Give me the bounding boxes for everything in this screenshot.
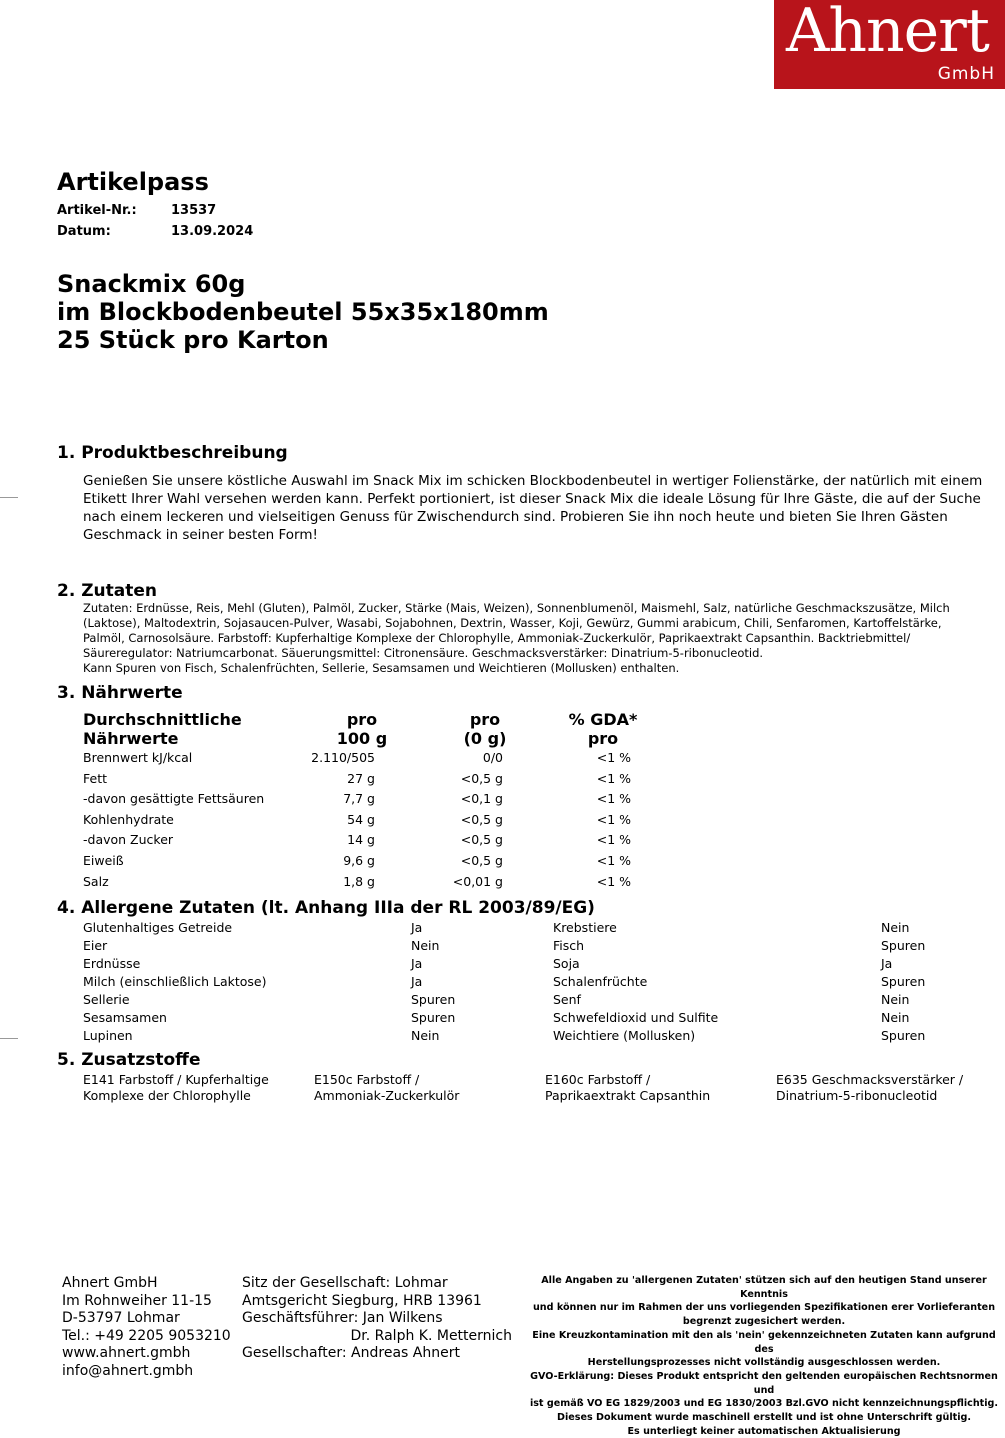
- table-cell: Sellerie: [83, 992, 130, 1007]
- table-row: [83, 812, 643, 833]
- table-cell: <0,5 g: [460, 832, 503, 848]
- table-cell: <1 %: [596, 791, 631, 807]
- header-cell: pro (0 g): [463, 710, 507, 748]
- table-cell: Milch (einschließlich Laktose): [83, 974, 267, 989]
- table-cell: Kohlenhydrate: [83, 811, 174, 827]
- article-value: 13537: [171, 203, 217, 218]
- header-cell: % GDA* pro: [568, 710, 638, 748]
- table-cell: Spuren: [881, 974, 926, 989]
- table-cell: <1 %: [596, 852, 631, 868]
- legal-court: Amtsgericht Siegburg, HRB 13961: [242, 1292, 482, 1309]
- ingredients-text: [83, 601, 963, 676]
- legal-seat: Sitz der Gesellschaft: Lohmar: [242, 1275, 448, 1291]
- ingredients-list: Zutaten: Erdnüsse, Reis, Mehl (Gluten), Palmöl, Zucker, Stärke (Mais, Weizen), Sonnenblumenöl, Maismehl, Salz, natürliche Geschmackszusätze, Milch (Laktose), Maltodextrin, Sojasaucen-Pulver, Wasabi, Sojabohnen, Dextrin, Wasser, Koji, Gewürz, Gummi arabicum, Chili, Senfaromen, Kartoffelstärke, Palmöl, Carnosolsäure. Farbstoff: Kupferhaltige Komplexe der Chlorophylle, Ammoniak-Zuckerkulör, Paprikaextrakt Capsanthin. Backtriebmittel/ Säureregulator: Natriumcarbonat. Säuerungsmittel: Citronensäure. Geschmacksverstärker: Dinatrium-5-ribonucleotid.: [83, 601, 950, 660]
- table-cell: Erdnüsse: [83, 956, 141, 971]
- table-cell: Eiweiß: [83, 852, 124, 868]
- margin-mark: [0, 497, 18, 498]
- product-line: 25 Stück pro Karton: [57, 326, 329, 354]
- document-date: [57, 224, 253, 239]
- table-cell: Glutenhaltiges Getreide: [83, 920, 233, 935]
- table-cell: 2.110/505: [311, 750, 375, 765]
- company-website: www.ahnert.gmbh: [62, 1345, 191, 1361]
- footer-disclaimer: Alle Angaben zu 'allergenen Zutaten' stützen sich auf den heutigen Stand unserer Kenntnis und können nur im Rahmen der uns vorliegenden Spezifikationen erer Vorlieferanten begrenzt zugesichert werden. Eine Kreuzkontamination mit den als 'nein' gekennzeichneten Zutaten kann aufgrund des Herstellungsprozesses nicht vollständig ausgeschlossen werden. GVO-Erklärung: Dieses Produkt entspricht den geltenden europäischen Rechtsnormen und ist gemäß VO EG 1829/2003 und EG 1830/2003 Bzl.GVO nicht kennzeichnungspflichtig. Dieses Dokument wurde maschinell erstellt und ist ohne Unterschrift gültig. Es unterliegt keiner automatischen Aktualisierung: [529, 1275, 999, 1437]
- table-cell: Soja: [553, 956, 580, 971]
- table-cell: Spuren: [411, 1010, 456, 1025]
- table-cell: Ja: [411, 974, 423, 989]
- additive-item: E150c Farbstoff / Ammoniak-Zuckerkulör: [314, 1072, 460, 1103]
- table-cell: 7,7 g: [343, 791, 375, 807]
- company-city: D-53797 Lohmar: [62, 1310, 180, 1326]
- table-row: [83, 771, 643, 792]
- nutrition-table: [83, 710, 643, 894]
- company-street: Im Rohnweiher 11-15: [62, 1292, 212, 1309]
- table-row: [83, 1010, 943, 1028]
- table-cell: Salz: [83, 873, 109, 889]
- allergen-table: [83, 920, 943, 1046]
- table-row: [83, 874, 643, 895]
- table-cell: Spuren: [881, 1028, 926, 1043]
- table-cell: <0,5 g: [460, 770, 503, 786]
- table-cell: -davon gesättigte Fettsäuren: [83, 791, 265, 807]
- additives-list: [83, 1072, 983, 1104]
- table-cell: 0/0: [482, 750, 503, 765]
- table-cell: Eier: [83, 938, 108, 953]
- table-cell: <1 %: [596, 811, 631, 827]
- header-cell: pro 100 g: [336, 710, 388, 748]
- table-row: [83, 974, 943, 992]
- table-row: [83, 920, 943, 938]
- margin-mark: [0, 1038, 18, 1039]
- section-title-additives: 5. Zusatzstoffe: [57, 1050, 201, 1070]
- product-title: [57, 270, 549, 354]
- company-phone: Tel.: +49 2205 9053210: [62, 1327, 231, 1344]
- table-cell: Brennwert kJ/kcal: [83, 750, 193, 765]
- table-row: [83, 956, 943, 974]
- table-cell: Lupinen: [83, 1028, 133, 1043]
- table-cell: Nein: [411, 938, 440, 953]
- table-cell: <1 %: [596, 750, 631, 765]
- table-row: [83, 791, 643, 812]
- table-cell: Schalenfrüchte: [553, 974, 648, 989]
- table-cell: Nein: [881, 992, 910, 1007]
- additive-item: E141 Farbstoff / Kupferhaltige Komplexe der Chlorophylle: [83, 1072, 269, 1103]
- table-cell: <0,01 g: [452, 873, 503, 889]
- date-label: Datum:: [57, 224, 111, 239]
- table-cell: <0,5 g: [460, 811, 503, 827]
- table-row: [83, 938, 943, 956]
- section-title-nutrition: 3. Nährwerte: [57, 683, 183, 703]
- table-cell: Sesamsamen: [83, 1010, 167, 1025]
- article-label: Artikel-Nr.:: [57, 203, 137, 218]
- table-row: [83, 832, 643, 853]
- table-cell: Spuren: [881, 938, 926, 953]
- table-cell: Ja: [881, 956, 893, 971]
- product-line: im Blockbodenbeutel 55x35x180mm: [57, 298, 549, 326]
- legal-shareholder: Gesellschafter: Andreas Ahnert: [242, 1345, 460, 1361]
- additive-item: E160c Farbstoff / Paprikaextrakt Capsanthin: [545, 1072, 711, 1103]
- company-name: Ahnert GmbH: [62, 1275, 158, 1291]
- table-row: [83, 853, 643, 874]
- company-email: info@ahnert.gmbh: [62, 1362, 194, 1379]
- table-cell: 1,8 g: [343, 873, 375, 889]
- table-cell: 14 g: [347, 832, 375, 848]
- table-cell: <0,1 g: [460, 791, 503, 807]
- logo-name: Ahnert: [786, 0, 989, 66]
- document-title: Artikelpass: [57, 168, 209, 196]
- section-title-allergens: 4. Allergene Zutaten (lt. Anhang IIIa der RL 2003/89/EG): [57, 898, 595, 918]
- product-description: Genießen Sie unsere köstliche Auswahl im Snack Mix im schicken Blockbodenbeutel in wertiger Folienstärke, der natürlich mit einem Etikett Ihrer Wahl versehen werden kann. Perfekt portioniert, ist dieser Snack Mix die ideale Lösung für Ihre Gäste, die auf der Suche nach einem leckeren und vielseitigen Genuss für Zwischendurch sind. Probieren Sie ihn noch heute und bieten Sie Ihren Gästen Geschmack in seiner besten Form!: [83, 473, 983, 543]
- table-cell: <1 %: [596, 832, 631, 848]
- table-cell: Krebstiere: [553, 920, 617, 935]
- table-cell: Nein: [881, 920, 910, 935]
- section-title-ingredients: 2. Zutaten: [57, 581, 157, 601]
- nutrition-header: [83, 710, 643, 750]
- table-cell: 27 g: [347, 770, 375, 786]
- table-cell: Spuren: [411, 992, 456, 1007]
- table-cell: 54 g: [347, 811, 375, 827]
- footer-company: [62, 1275, 231, 1380]
- article-number: [57, 203, 216, 218]
- section-title-description: 1. Produktbeschreibung: [57, 443, 288, 463]
- table-cell: Fisch: [553, 938, 585, 953]
- table-cell: Nein: [881, 1010, 910, 1025]
- table-cell: Ja: [411, 920, 423, 935]
- footer-legal: [242, 1275, 512, 1363]
- table-cell: <1 %: [596, 770, 631, 786]
- table-row: [83, 750, 643, 771]
- additive-item: E635 Geschmacksverstärker / Dinatrium-5-ribonucleotid: [776, 1072, 964, 1103]
- logo-suffix: GmbH: [937, 64, 995, 84]
- table-cell: Ja: [411, 956, 423, 971]
- product-line: Snackmix 60g: [57, 270, 246, 298]
- table-cell: Fett: [83, 770, 107, 786]
- table-cell: -davon Zucker: [83, 832, 174, 848]
- table-cell: Nein: [411, 1028, 440, 1043]
- trace-notice: Kann Spuren von Fisch, Schalenfrüchten, Sellerie, Sesamsamen und Weichtieren (Mollusken) enthalten.: [83, 661, 680, 675]
- table-row: [83, 992, 943, 1010]
- table-cell: <1 %: [596, 873, 631, 889]
- company-logo: [774, 0, 1005, 89]
- date-value: 13.09.2024: [171, 224, 254, 239]
- table-cell: Schwefeldioxid und Sulfite: [553, 1010, 719, 1025]
- table-cell: Senf: [553, 992, 581, 1007]
- legal-managing-director-2: Dr. Ralph K. Metternich: [350, 1327, 512, 1344]
- table-cell: <0,5 g: [460, 852, 503, 868]
- table-cell: Weichtiere (Mollusken): [553, 1028, 696, 1043]
- table-cell: 9,6 g: [343, 852, 375, 868]
- legal-managing-director: Geschäftsführer: Jan Wilkens: [242, 1310, 443, 1326]
- header-cell: Durchschnittliche Nährwerte: [83, 710, 242, 748]
- table-row: [83, 1028, 943, 1046]
